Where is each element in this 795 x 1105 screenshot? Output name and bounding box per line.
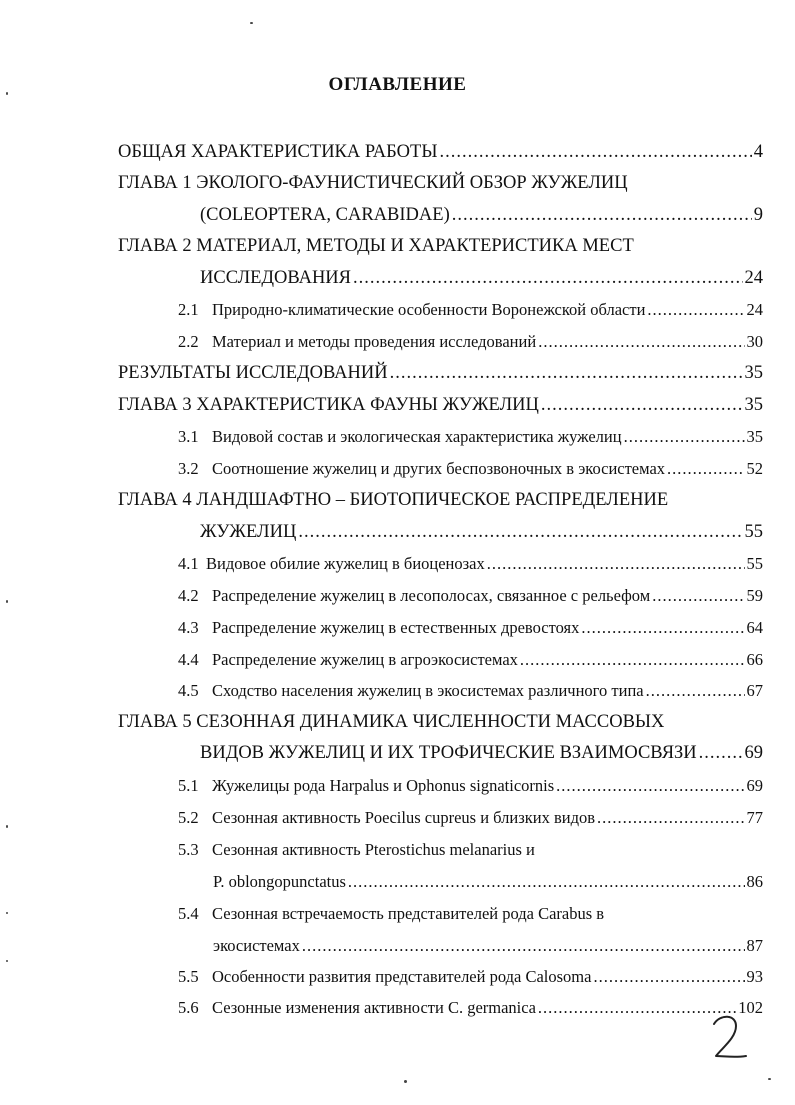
toc-section-number: 4.3 [178,618,199,637]
toc-page-number: 64 [746,618,763,637]
toc-entry-title: Сезонная встречаемость представителей рода Carabus в [212,904,605,923]
toc-entry [118,235,763,257]
toc-page-number: 24 [744,268,763,288]
toc-entry-title: Распределение жужелиц в естественных древостоях [212,618,580,637]
toc-section-number: 4.5 [178,681,199,700]
toc-entry-continuation [200,267,763,289]
toc-subentry [178,680,763,702]
toc-entry-title: Соотношение жужелиц и других беспозвоночных в экосистемах [212,459,666,478]
toc-entry-continuation [200,521,763,543]
toc-entry-continuation [200,742,763,764]
toc-section-number: 2.2 [178,332,199,351]
toc-subentry [178,997,763,1019]
toc-section-number: 2.1 [178,300,199,319]
toc-section-number: 3.1 [178,427,199,446]
toc-section-number: 5.5 [178,967,199,986]
toc-page-number: 24 [746,300,763,319]
toc-page-number: 67 [746,681,763,700]
toc-entry-title-cont: экосистемах [213,936,300,955]
toc-entry [118,711,763,733]
toc-subentry [178,426,763,448]
toc-entry-title: РЕЗУЛЬТАТЫ ИССЛЕДОВАНИЙ [118,363,388,383]
toc-section-number: 5.4 [178,904,199,923]
toc-entry [118,172,763,194]
toc-entry-title: Сходство населения жужелиц в экосистемах различного типа [212,681,644,700]
toc-entry-title-cont: (COLEOPTERA, CARABIDAE) [200,205,450,225]
toc-subentry [178,807,763,829]
toc-page-number: 93 [746,967,763,986]
toc-heading: ОГЛАВЛЕНИЕ [328,74,467,95]
toc-entry-title-cont: ЖУЖЕЛИЦ [200,522,297,542]
scan-speck [768,1078,771,1080]
toc-page-number: 87 [746,936,763,955]
toc-subentry [178,299,763,321]
toc-entry-title: Распределение жужелиц в лесополосах, связанное с рельефом [212,586,651,605]
toc-section-number: 5.1 [178,776,199,795]
toc-entry-title: Природно-климатические особенности Воронежской области [212,300,646,319]
toc-section-number: 5.6 [178,998,199,1017]
toc-entry-title: ОБЩАЯ ХАРАКТЕРИСТИКА РАБОТЫ [118,142,438,162]
toc-entry-title: Распределение жужелиц в агроэкосистемах [212,650,518,669]
toc-page-number: 35 [744,395,763,415]
toc-entry [118,362,763,384]
toc-entry [118,489,763,511]
toc-page-number: 69 [746,776,763,795]
toc-entry-title: ГЛАВА 2 МАТЕРИАЛ, МЕТОДЫ И ХАРАКТЕРИСТИКА МЕСТ [118,236,634,256]
toc-entry-title: Сезонные изменения активности C. germanica [212,998,536,1017]
toc-entry-continuation [200,204,763,226]
toc-entry-title: Жужелицы рода Harpalus и Ophonus signaticornis [212,776,555,795]
toc-entry-title-cont: ВИДОВ ЖУЖЕЛИЦ И ИХ ТРОФИЧЕСКИЕ ВЗАИМОСВЯЗИ [200,743,697,763]
toc-entry-title-cont: ИССЛЕДОВАНИЯ [200,268,351,288]
scan-speck [6,600,8,603]
toc-page-number: 55 [744,522,763,542]
toc-page-number: 30 [746,332,763,351]
toc-page-number: 86 [746,872,763,891]
toc-subentry [178,775,763,797]
toc-entry-title: ГЛАВА 5 СЕЗОННАЯ ДИНАМИКА ЧИСЛЕННОСТИ МАССОВЫХ [118,712,665,732]
toc-subentry [178,458,763,480]
toc-page-number: 4 [753,142,763,162]
toc-subentry [178,553,763,575]
toc-subentry-continuation [213,935,763,957]
toc-page-number: 55 [746,554,763,573]
toc-subentry-continuation [213,871,763,893]
toc-page-number: 66 [746,650,763,669]
toc-section-number: 4.4 [178,650,199,669]
toc-subentry [178,649,763,671]
toc-entry [118,394,763,416]
scan-speck [250,22,253,24]
toc-subentry [178,331,763,353]
toc-section-number: 4.2 [178,586,199,605]
toc-entry-title: Видовой состав и экологическая характеристика жужелиц [212,427,622,446]
toc-page-number: 52 [746,459,763,478]
toc-subentry [178,617,763,639]
toc-page-number: 35 [744,363,763,383]
toc-entry-title: ГЛАВА 4 ЛАНДШАФТНО – БИОТОПИЧЕСКОЕ РАСПРЕДЕЛЕНИЕ [118,490,669,510]
toc-entry [118,141,763,163]
toc-entry-title: Сезонная активность Pterostichus melanarius и [212,840,535,859]
scan-speck [6,960,8,962]
toc-entry-title: Видовое обилие жужелиц в биоценозах [206,554,485,573]
toc-page-number: 59 [746,586,763,605]
toc-entry-title-cont: P. oblongopunctatus [213,872,346,891]
toc-section-number: 5.3 [178,840,199,859]
scan-speck [6,912,8,914]
toc-entry-title: Сезонная активность Poecilus cupreus и близких видов [212,808,596,827]
toc-page-number: 69 [744,743,763,763]
toc-section-number: 4.1 [178,554,199,573]
toc-subentry [178,585,763,607]
scan-speck [6,92,8,95]
toc-section-number: 3.2 [178,459,199,478]
toc-entry-title: ГЛАВА 1 ЭКОЛОГО-ФАУНИСТИЧЕСКИЙ ОБЗОР ЖУЖЕЛИЦ [118,173,628,193]
toc-page-number: 102 [738,998,763,1017]
toc-section-number: 5.2 [178,808,199,827]
toc-subentry [178,839,763,861]
toc-entry-title: ГЛАВА 3 ХАРАКТЕРИСТИКА ФАУНЫ ЖУЖЕЛИЦ [118,395,539,415]
toc-page-number: 77 [746,808,763,827]
toc-entry-title: Особенности развития представителей рода Calosoma [212,967,592,986]
scan-speck [6,825,8,828]
toc-page-number: 35 [746,427,763,446]
scan-speck [404,1080,407,1083]
toc-entry-title: Материал и методы проведения исследований [212,332,537,351]
toc-subentry [178,903,763,925]
toc-subentry [178,966,763,988]
handwritten-page-number-mark [706,1012,754,1064]
toc-page-number: 9 [753,205,763,225]
